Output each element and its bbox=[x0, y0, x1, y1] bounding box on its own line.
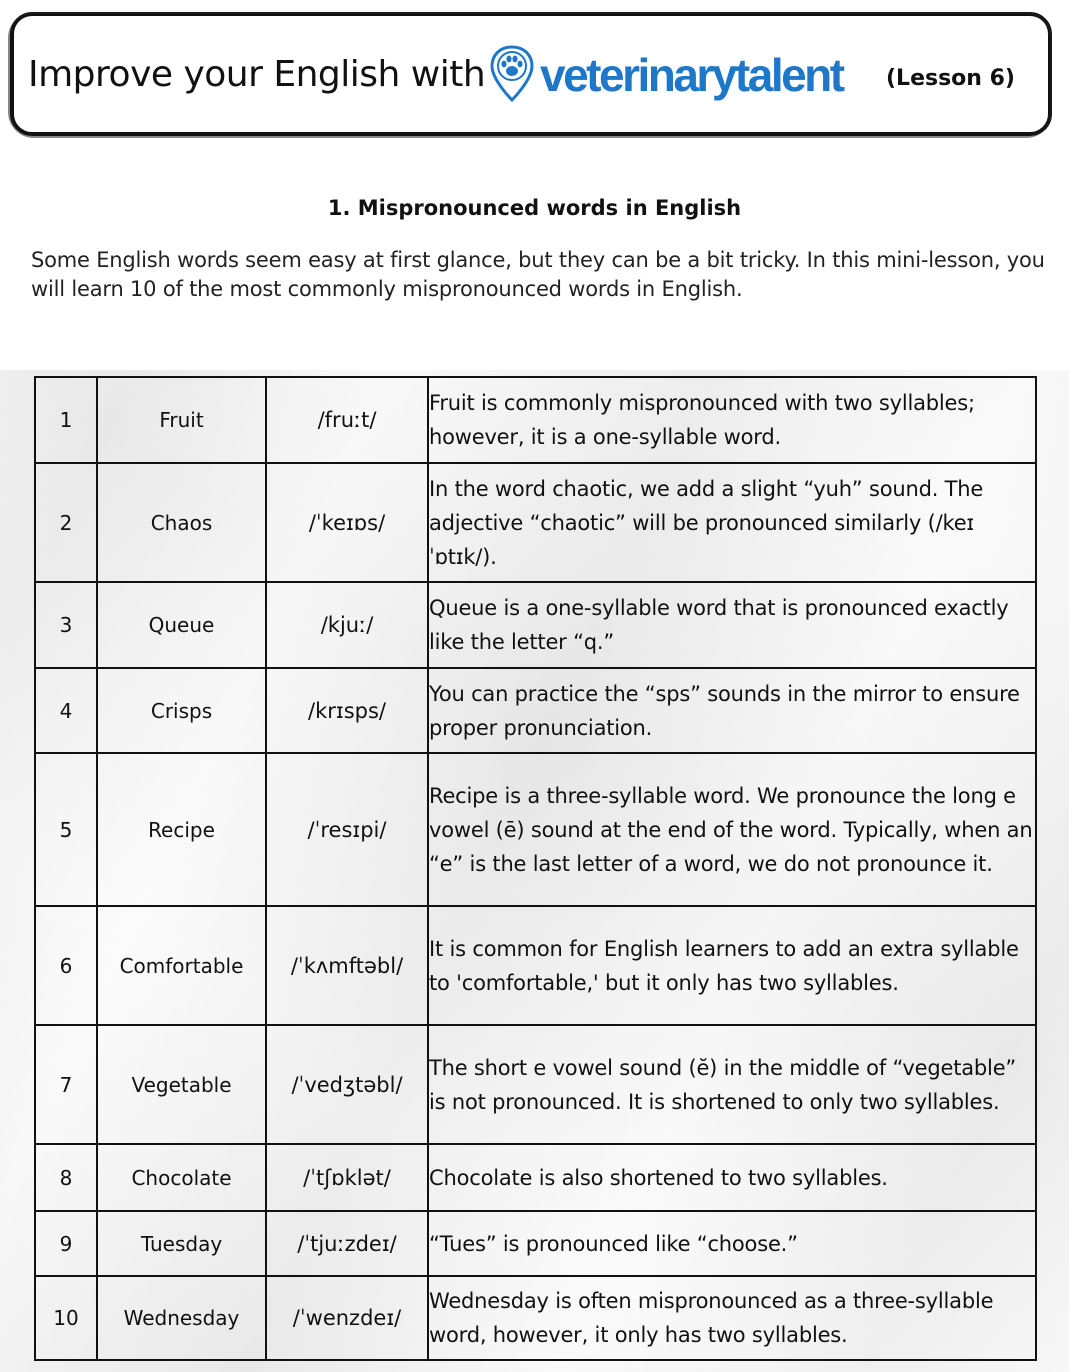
description-cell: In the word chaotic, we add a slight “yuh” sound. The adjective “chaotic” will be pronounced similarly (/keɪˈɒtɪk/). bbox=[428, 463, 1036, 582]
description-cell: Chocolate is also shortened to two syllables. bbox=[428, 1144, 1036, 1211]
word-cell: Chocolate bbox=[97, 1144, 266, 1211]
word-cell: Crisps bbox=[97, 668, 266, 753]
row-number: 5 bbox=[35, 753, 97, 906]
word-cell: Tuesday bbox=[97, 1211, 266, 1276]
row-number: 6 bbox=[35, 906, 97, 1025]
ipa-cell: /fruːt/ bbox=[266, 377, 428, 463]
word-cell: Queue bbox=[97, 582, 266, 668]
word-cell: Vegetable bbox=[97, 1025, 266, 1144]
description-cell: You can practice the “sps” sounds in the mirror to ensure proper pronunciation. bbox=[428, 668, 1036, 753]
description-cell: “Tues” is pronounced like “choose.” bbox=[428, 1211, 1036, 1276]
table-row bbox=[35, 377, 1036, 463]
row-number: 1 bbox=[35, 377, 97, 463]
description-cell: The short e vowel sound (ĕ) in the middle of “vegetable” is not pronounced. It is shortened to only two syllables. bbox=[428, 1025, 1036, 1144]
table-row bbox=[35, 753, 1036, 906]
word-cell: Recipe bbox=[97, 753, 266, 906]
row-number: 10 bbox=[35, 1276, 97, 1360]
description-cell: Recipe is a three-syllable word. We pronounce the long e vowel (ē) sound at the end of the word. Typically, when an “e” is the last letter of a word, we do not pronounce it. bbox=[428, 753, 1036, 906]
row-number: 3 bbox=[35, 582, 97, 668]
ipa-cell: /ˈkeɪɒs/ bbox=[266, 463, 428, 582]
table-row bbox=[35, 1276, 1036, 1360]
header-title: Improve your English with bbox=[28, 54, 486, 95]
ipa-cell: /krɪsps/ bbox=[266, 668, 428, 753]
ipa-cell: /ˈwenzdeɪ/ bbox=[266, 1276, 428, 1360]
table-row bbox=[35, 582, 1036, 668]
table-row bbox=[35, 463, 1036, 582]
table-row bbox=[35, 1144, 1036, 1211]
pronunciation-table bbox=[34, 376, 1037, 1361]
row-number: 9 bbox=[35, 1211, 97, 1276]
word-cell: Comfortable bbox=[97, 906, 266, 1025]
description-cell: Queue is a one-syllable word that is pronounced exactly like the letter “q.” bbox=[428, 582, 1036, 668]
word-cell: Chaos bbox=[97, 463, 266, 582]
lesson-label: (Lesson 6) bbox=[886, 66, 1015, 91]
intro-paragraph: Some English words seem easy at first glance, but they can be a bit tricky. In this mini-lesson, you will learn 10 of the most commonly mispronounced words in English. bbox=[31, 248, 1045, 301]
word-cell: Fruit bbox=[97, 377, 266, 463]
table-row bbox=[35, 1211, 1036, 1276]
ipa-cell: /ˈtʃɒklət/ bbox=[266, 1144, 428, 1211]
ipa-cell: /kjuː/ bbox=[266, 582, 428, 668]
word-cell: Wednesday bbox=[97, 1276, 266, 1360]
ipa-cell: /ˈvedʒtəbl/ bbox=[266, 1025, 428, 1144]
description-cell: It is common for English learners to add an extra syllable to 'comfortable,' but it only has two syllables. bbox=[428, 906, 1036, 1025]
brand-logo-text: veterinarytalent bbox=[540, 49, 843, 101]
row-number: 4 bbox=[35, 668, 97, 753]
row-number: 7 bbox=[35, 1025, 97, 1144]
ipa-cell: /ˈkʌmftəbl/ bbox=[266, 906, 428, 1025]
table-row bbox=[35, 1025, 1036, 1144]
ipa-cell: /ˈresɪpi/ bbox=[266, 753, 428, 906]
description-cell: Fruit is commonly mispronounced with two syllables; however, it is a one-syllable word. bbox=[428, 377, 1036, 463]
row-number: 2 bbox=[35, 463, 97, 582]
paw-location-icon bbox=[488, 44, 536, 106]
section-title: 1. Mispronounced words in English bbox=[327, 196, 742, 220]
row-number: 8 bbox=[35, 1144, 97, 1211]
ipa-cell: /ˈtjuːzdeɪ/ bbox=[266, 1211, 428, 1276]
description-cell: Wednesday is often mispronounced as a three-syllable word, however, it only has two syllables. bbox=[428, 1276, 1036, 1360]
table-row bbox=[35, 906, 1036, 1025]
table-row bbox=[35, 668, 1036, 753]
